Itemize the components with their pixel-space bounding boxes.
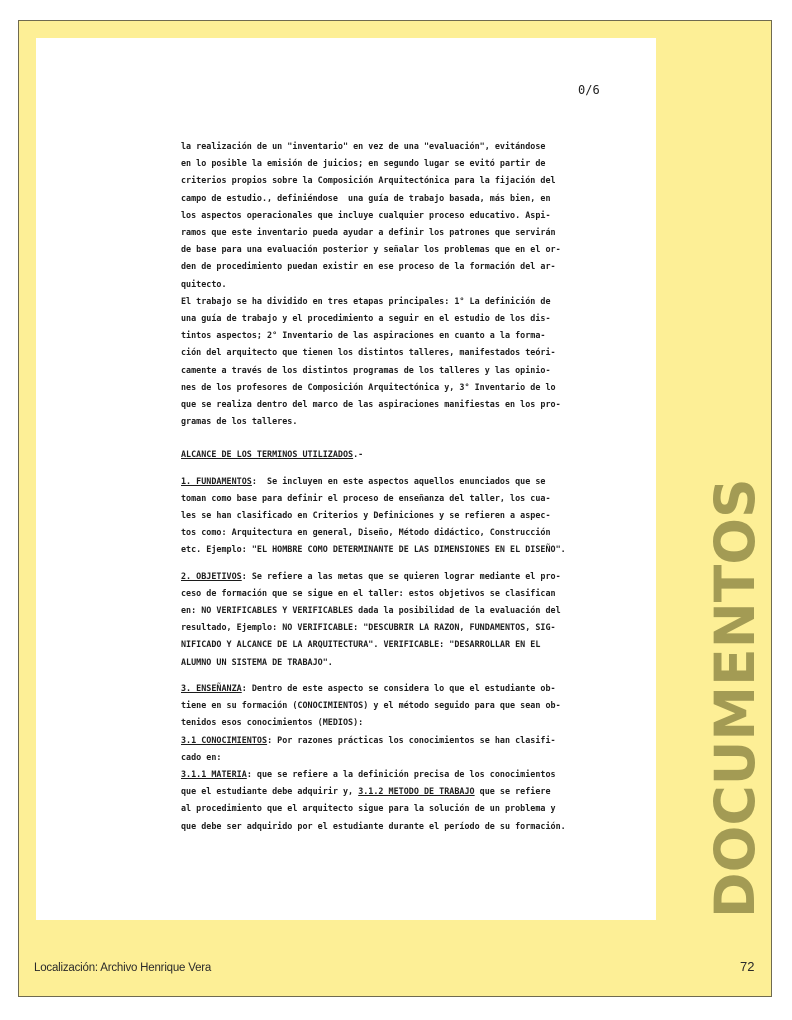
text-line: tenidos esos conocimientos (MEDIOS): (181, 717, 364, 728)
section-label-metodo: 3.1.2 METODO DE TRABAJO (358, 786, 475, 797)
text-line: nes de los profesores de Composición Arquitectónica y, 3° Inventario de lo (181, 381, 556, 392)
text-run: : Por razones prácticas los conocimientos se han clasifi- (267, 734, 556, 745)
text-line (181, 732, 631, 749)
text-run: : Se incluyen en este aspectos aquellos enunciados que se (251, 475, 546, 486)
section-heading (181, 446, 631, 463)
section-label-objetivos: 2. OBJETIVOS (181, 570, 242, 581)
text-line (181, 680, 631, 697)
text-line (181, 783, 631, 800)
text-run: : que se refiere a la definición precisa de los conocimientos (246, 768, 556, 779)
text-line: ramos que este inventario pueda ayudar a definir los patrones que servirán (181, 227, 556, 238)
heading-suffix: .- (353, 449, 364, 460)
document-page-reference: 0/6 (578, 83, 600, 97)
text-line: al procedimiento que el arquitecto sigue para la solución de un problema y (181, 803, 556, 814)
text-line: que se realiza dentro del marco de las aspiraciones manifiestas en los pro- (181, 399, 561, 410)
typed-document-text (181, 138, 631, 835)
heading-text: ALCANCE DE LOS TERMINOS UTILIZADOS (181, 449, 354, 460)
text-line: en lo posible la emisión de juicios; en segundo lugar se evitó partir de (181, 158, 546, 169)
text-line: criterios propios sobre la Composición Arquitectónica para la fijación del (181, 175, 556, 186)
text-line: toman como base para definir el proceso de enseñanza del taller, los cua- (181, 492, 551, 503)
footer-page-number: 72 (740, 959, 755, 974)
text-line (181, 568, 631, 585)
text-line: El trabajo se ha dividido en tres etapas principales: 1° La definición de (181, 295, 551, 306)
text-line: den de procedimiento puedan existir en ese proceso de la formación del ar- (181, 261, 556, 272)
section-label-conocimientos: 3.1 CONOCIMIENTOS (181, 734, 268, 745)
text-line: NIFICADO Y ALCANCE DE LA ARQUITECTURA". VERIFICABLE: "DESARROLLAR EN EL (181, 639, 541, 650)
section-label-materia: 3.1.1 MATERIA (181, 768, 247, 779)
text-line: cado en: (181, 751, 222, 762)
text-line: tos como: Arquitectura en general, Diseño, Método didáctico, Construcción (181, 527, 551, 538)
text-run: : Se refiere a las metas que se quieren lograr mediante el pro- (241, 570, 561, 581)
text-line: etc. Ejemplo: "EL HOMBRE COMO DETERMINANTE DE LAS DIMENSIONES EN EL DISEÑO". (181, 544, 566, 555)
text-line (181, 473, 631, 490)
text-line: gramas de los talleres. (181, 416, 298, 427)
text-line: ceso de formación que se sigue en el taller: estos objetivos se clasifican (181, 587, 556, 598)
text-line: ción del arquitecto que tienen los distintos talleres, manifestados teóri- (181, 347, 556, 358)
section-label-fundamentos: 1. FUNDAMENTOS (181, 475, 252, 486)
side-title: DOCUMENTOS (703, 478, 767, 918)
text-run: que se refiere (474, 786, 551, 797)
text-line: que debe ser adquirido por el estudiante durante el período de su formación. (181, 820, 566, 831)
text-line: la realización de un "inventario" en vez de una "evaluación", evitándose (181, 141, 546, 151)
text-line: en: NO VERIFICABLES Y VERIFICABLES dada la posibilidad de la evaluación del (181, 605, 561, 616)
text-line: ALUMNO UN SISTEMA DE TRABAJO". (181, 656, 333, 667)
text-line: quitecto. (181, 278, 227, 289)
section-label-ensenanza: 3. ENSEÑANZA (181, 682, 242, 693)
text-line: una guía de trabajo y el procedimiento a seguir en el estudio de los dis- (181, 313, 551, 324)
text-line: tintos aspectos; 2° Inventario de las aspiraciones en cuanto a la forma- (181, 330, 546, 341)
text-run: : Dentro de este aspecto se considera lo que el estudiante ob- (241, 682, 556, 693)
text-line: los aspectos operacionales que incluye cualquier proceso educativo. Aspi- (181, 209, 551, 220)
footer-location: Localización: Archivo Henrique Vera (34, 962, 212, 974)
text-line: de base para una evaluación posterior y señalar los problemas que en el or- (181, 244, 561, 255)
text-line: resultado, Ejemplo: NO VERIFICABLE: "DESCUBRIR LA RAZON, FUNDAMENTOS, SIG- (181, 622, 556, 633)
text-run: que el estudiante debe adquirir y, (181, 786, 359, 797)
text-line (181, 766, 631, 783)
text-line: camente a través de los distintos programas de los talleres y las opinio- (181, 364, 551, 375)
text-line: les se han clasificado en Criterios y Definiciones y se refieren a aspec- (181, 510, 551, 521)
text-line: tiene en su formación (CONOCIMIENTOS) y el método seguido para que sean ob- (181, 700, 561, 711)
text-line: campo de estudio., definiéndose una guía de trabajo basada, más bien, en (181, 192, 551, 203)
